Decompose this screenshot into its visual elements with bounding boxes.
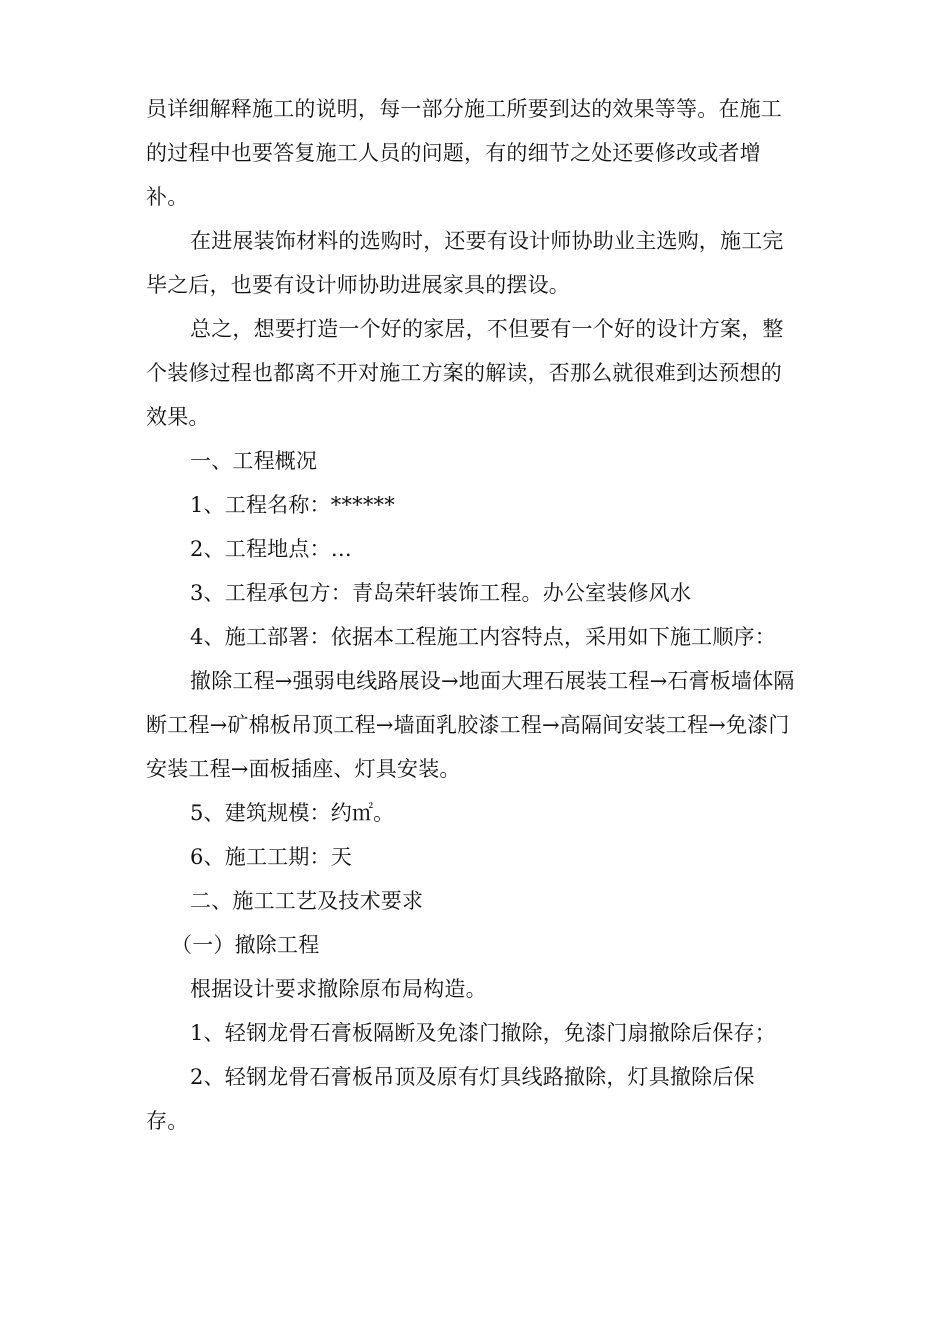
paragraph-material-selection: 在进展装饰材料的选购时，还要有设计师协助业主选购，施工完毕之后，也要有设计师协助进展家具的摆设。 — [146, 229, 784, 297]
section-heading-process-requirements: 二、施工工艺及技术要求 — [190, 889, 424, 913]
list-item-partition-demolition: 1、轻钢龙骨石膏板隔断及免漆门撤除，免漆门扇撤除后保存； — [190, 1021, 776, 1045]
section-heading-project-overview: 一、工程概况 — [190, 449, 318, 473]
list-item-project-location: 2、工程地点：… — [190, 537, 352, 561]
paragraph-construction-sequence: 撤除工程→强弱电线路展设→地面大理石展装工程→石膏板墙体隔断工程→矿棉板吊顶工程→墙面乳胶漆工程→高隔间安装工程→免漆门安装工程→面板插座、灯具安装。 — [146, 669, 795, 781]
list-item-ceiling-demolition: 2、轻钢龙骨石膏板吊顶及原有灯具线路撤除，灯具撤除后保存。 — [146, 1065, 755, 1133]
paragraph-summary: 总之，想要打造一个好的家居，不但要有一个好的设计方案，整个装修过程也都离不开对施工方案的解读，否那么就很难到达预想的效果。 — [146, 317, 784, 429]
list-item-contractor: 3、工程承包方：青岛荣轩装饰工程。办公室装修风水 — [190, 581, 692, 605]
paragraph-demolition-requirement: 根据设计要求撤除原布局构造。 — [190, 977, 487, 1001]
list-item-construction-period: 6、施工工期：天 — [190, 845, 352, 869]
list-item-construction-plan: 4、施工部署：依据本工程施工内容特点，采用如下施工顺序： — [190, 625, 776, 649]
list-item-building-scale: 5、建筑规模：约㎡。 — [190, 801, 395, 825]
list-item-project-name: 1、工程名称：****** — [190, 493, 395, 517]
document-body — [146, 87, 796, 1143]
paragraph-continuation: 员详细解释施工的说明，每一部分施工所要到达的效果等等。在施工的过程中也要答复施工人员的问题，有的细节之处还要修改或者增补。 — [146, 97, 782, 209]
subsection-heading-demolition: （一）撤除工程 — [171, 933, 320, 957]
